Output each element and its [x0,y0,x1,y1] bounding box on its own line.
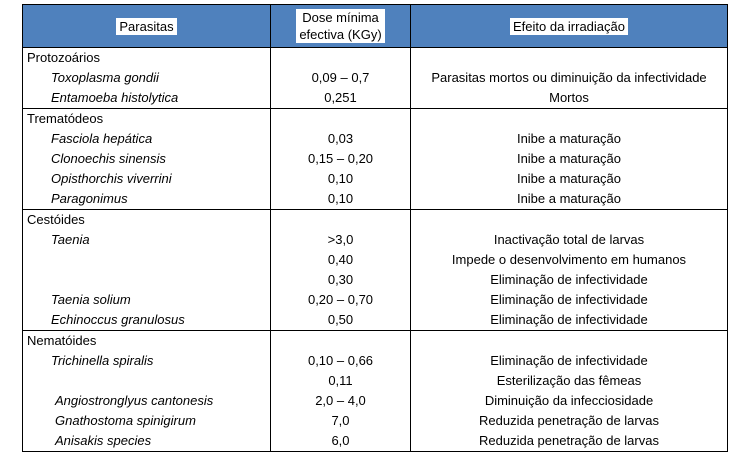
effect-value: Inactivação total de larvas [411,230,728,250]
dose-value: 0,30 [271,270,411,290]
dose-value: 0,10 – 0,66 [271,351,411,371]
table-row [23,351,728,371]
empty-cell [271,331,411,352]
header-dose-line2: efectiva (KGy) [299,27,382,42]
group-row [23,109,728,130]
header-dose [271,5,411,48]
table-row [23,371,728,391]
group-row [23,210,728,231]
parasite-name: Fasciola hepática [23,129,271,149]
empty-cell [411,109,728,130]
empty-cell [271,48,411,69]
parasite-name [23,250,271,270]
table-row [23,149,728,169]
parasite-name: Trichinella spiralis [23,351,271,371]
dose-value: 0,251 [271,88,411,109]
effect-value: Parasitas mortos ou diminuição da infectividade [411,68,728,88]
dose-value: 0,03 [271,129,411,149]
header-efeito-label: Efeito da irradiação [510,18,628,35]
group-row [23,48,728,69]
table-row [23,310,728,331]
table-row [23,88,728,109]
parasite-name: Paragonimus [23,189,271,210]
parasite-name: Gnathostoma spinigirum [23,411,271,431]
dose-value: 0,50 [271,310,411,331]
dose-value: 0,20 – 0,70 [271,290,411,310]
dose-value: 0,10 [271,169,411,189]
dose-value: 0,10 [271,189,411,210]
dose-value: 7,0 [271,411,411,431]
dose-value: 0,09 – 0,7 [271,68,411,88]
table-row [23,411,728,431]
header-fill [271,5,410,47]
group-label: Trematódeos [23,109,271,130]
header-parasitas-label: Parasitas [116,18,176,35]
dose-value: 0,15 – 0,20 [271,149,411,169]
table-row [23,391,728,411]
parasite-name: Opisthorchis viverrini [23,169,271,189]
header-parasitas [23,5,271,48]
effect-value: Diminuição da infecciosidade [411,391,728,411]
effect-value: Reduzida penetração de larvas [411,431,728,452]
table-header [23,5,728,48]
table-row [23,129,728,149]
header-row [23,5,728,48]
parasite-name: Taenia solium [23,290,271,310]
table-body [23,48,728,452]
table-row [23,290,728,310]
effect-value: Eliminação de infectividade [411,290,728,310]
table-row [23,270,728,290]
table-row [23,250,728,270]
parasite-name [23,270,271,290]
dose-value: >3,0 [271,230,411,250]
table-row [23,431,728,452]
empty-cell [271,210,411,231]
group-label: Cestóides [23,210,271,231]
effect-value: Impede o desenvolvimento em humanos [411,250,728,270]
dose-value: 0,11 [271,371,411,391]
effect-value: Inibe a maturação [411,169,728,189]
effect-value: Inibe a maturação [411,129,728,149]
effect-value: Reduzida penetração de larvas [411,411,728,431]
effect-value: Eliminação de infectividade [411,351,728,371]
group-row [23,331,728,352]
effect-value: Eliminação de infectividade [411,310,728,331]
parasite-name: Angiostronglyus cantonesis [23,391,271,411]
empty-cell [411,48,728,69]
empty-cell [411,210,728,231]
effect-value: Mortos [411,88,728,109]
effect-value: Inibe a maturação [411,149,728,169]
parasite-name: Entamoeba histolytica [23,88,271,109]
parasite-irradiation-table-container [22,4,727,452]
effect-value: Eliminação de infectividade [411,270,728,290]
table-row [23,230,728,250]
group-label: Protozoários [23,48,271,69]
parasite-name: Toxoplasma gondii [23,68,271,88]
dose-value: 2,0 – 4,0 [271,391,411,411]
table-row [23,68,728,88]
effect-value: Esterilização das fêmeas [411,371,728,391]
parasite-irradiation-table [22,4,728,452]
group-label: Nematóides [23,331,271,352]
header-fill [23,5,270,47]
empty-cell [271,109,411,130]
header-efeito [411,5,728,48]
dose-value: 6,0 [271,431,411,452]
effect-value: Inibe a maturação [411,189,728,210]
header-fill [411,5,727,47]
header-dose-line1: Dose mínima [302,10,379,25]
parasite-name [23,371,271,391]
parasite-name: Echinoccus granulosus [23,310,271,331]
parasite-name: Anisakis species [23,431,271,452]
table-row [23,189,728,210]
empty-cell [411,331,728,352]
header-dose-label [296,9,384,43]
parasite-name: Taenia [23,230,271,250]
parasite-name: Clonoechis sinensis [23,149,271,169]
table-row [23,169,728,189]
dose-value: 0,40 [271,250,411,270]
